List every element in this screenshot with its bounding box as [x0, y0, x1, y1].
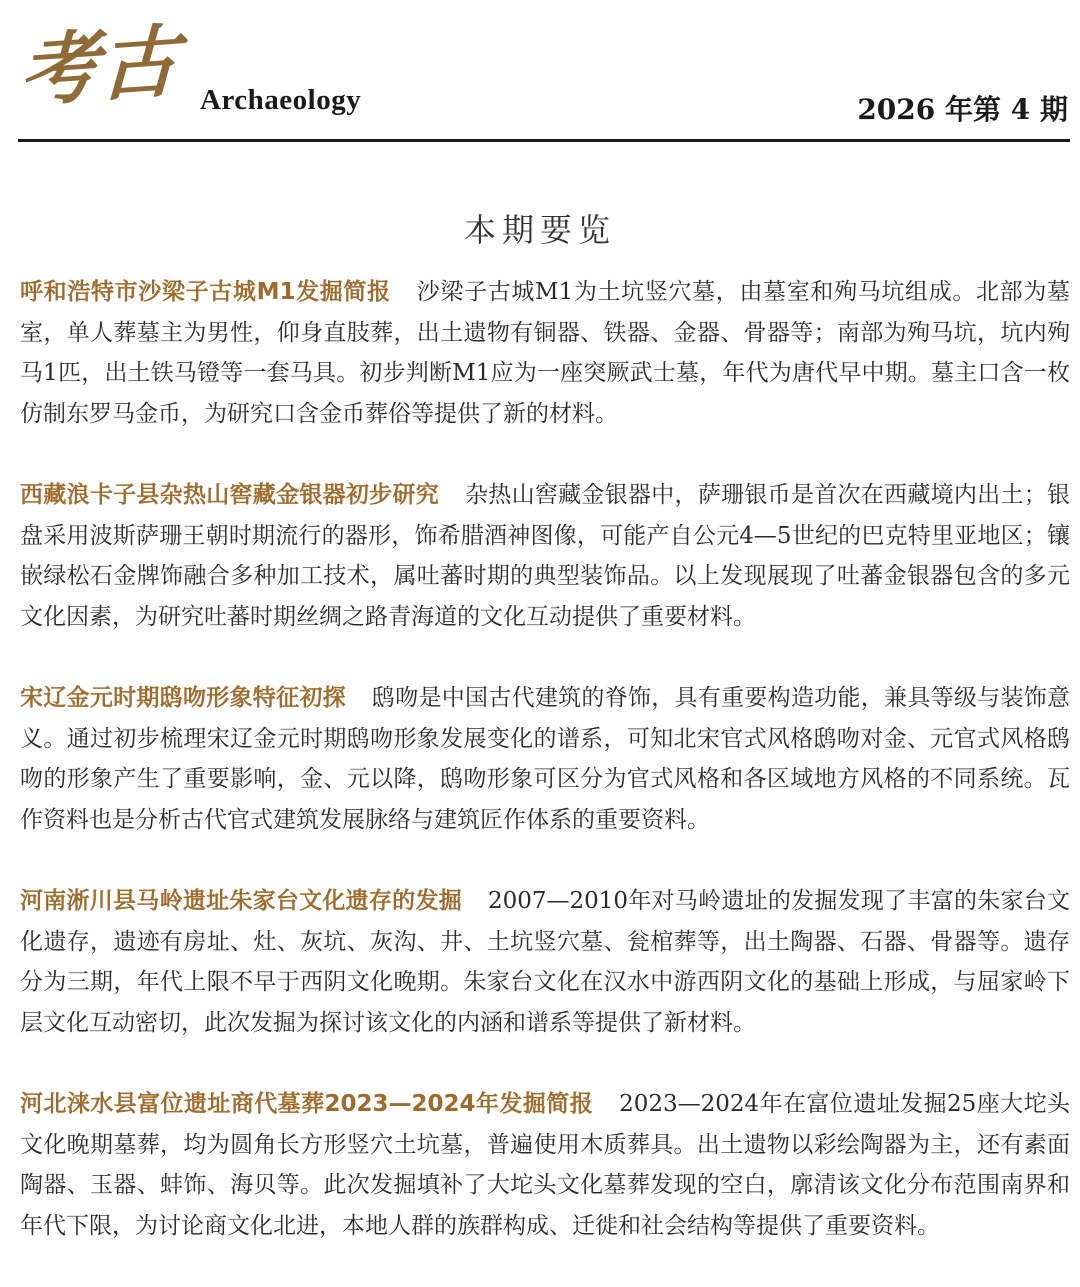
- article-summary: 2007—2010年对马岭遗址的发掘发现了丰富的朱家台文化遗存，遗迹有房址、灶、灰坑、灰沟、井、土坑竖穴墓、瓮棺葬等，出土陶器、石器、骨器等。遗存分为三期，年代上限不早于西阴文化晚期。朱家台文化在汉水中游西阴文化的基础上形成，与屈家岭下层文化互动密切，此次发掘为探讨该文化的内涵和谱系等提供了新材料。: [20, 888, 1070, 1036]
- article-item: [20, 678, 1070, 840]
- journal-logo: 考古: [18, 15, 182, 119]
- article-item: [20, 475, 1070, 637]
- article-summary: 鸱吻是中国古代建筑的脊饰，具有重要构造功能，兼具等级与装饰意义。通过初步梳理宋辽金元时期鸱吻形象发展变化的谱系，可知北宋官式风格鸱吻对金、元官式风格鸱吻的形象产生了重要影响，金、元以降，鸱吻形象可区分为官式风格和各区域地方风格的不同系统。瓦作资料也是分析古代官式建筑发展脉络与建筑匠作体系的重要资料。: [20, 685, 1071, 833]
- issue-number: 2026 年第 4 期: [857, 93, 1068, 126]
- article-title[interactable]: 呼和浩特市沙梁子古城M1发掘简报: [20, 279, 391, 305]
- article-item: [20, 272, 1070, 434]
- article-title[interactable]: 宋辽金元时期鸱吻形象特征初探: [20, 685, 346, 711]
- article-summary: 杂热山窖藏金银器中，萨珊银币是首次在西藏境内出土；银盘采用波斯萨珊王朝时期流行的器形，饰希腊酒神图像，可能产自公元4—5世纪的巴克特里亚地区；镶嵌绿松石金牌饰融合多种加工技术，属吐蕃时期的典型装饰品。以上发现展现了吐蕃金银器包含的多元文化因素，为研究吐蕃时期丝绸之路青海道的文化互动提供了重要材料。: [20, 482, 1071, 630]
- article-item: [20, 1084, 1070, 1246]
- article-summary: 沙梁子古城M1为土坑竖穴墓，由墓室和殉马坑组成。北部为墓室，单人葬墓主为男性，仰身直肢葬，出土遗物有铜器、铁器、金器、骨器等；南部为殉马坑，坑内殉马1匹，出土铁马镫等一套马具。初步判断M1应为一座突厥武士墓，年代为唐代早中期。墓主口含一枚仿制东罗马金币，为研究口含金币葬俗等提供了新的材料。: [20, 279, 1070, 427]
- article-title[interactable]: 河南淅川县马岭遗址朱家台文化遗存的发掘: [20, 888, 462, 914]
- masthead: [0, 0, 1080, 145]
- header-divider: [18, 139, 1070, 142]
- article-title[interactable]: 河北涞水县富位遗址商代墓葬2023—2024年发掘简报: [20, 1091, 594, 1117]
- article-summary: 2023—2024年在富位遗址发掘25座大坨头文化晚期墓葬，均为圆角长方形竖穴土坑墓，普遍使用木质葬具。出土遗物以彩绘陶器为主，还有素面陶器、玉器、蚌饰、海贝等。此次发掘填补了大坨头文化墓葬发现的空白，廓清该文化分布范围南界和年代下限，为讨论商文化北进，本地人群的族群构成、迁徙和社会结构等提供了重要资料。: [20, 1091, 1070, 1239]
- article-list: [20, 272, 1070, 1287]
- article-title[interactable]: 西藏浪卡子县杂热山窖藏金银器初步研究: [20, 482, 440, 508]
- journal-english-title: Archaeology: [200, 84, 362, 116]
- article-item: [20, 881, 1070, 1043]
- section-title: 本期要览: [463, 211, 616, 249]
